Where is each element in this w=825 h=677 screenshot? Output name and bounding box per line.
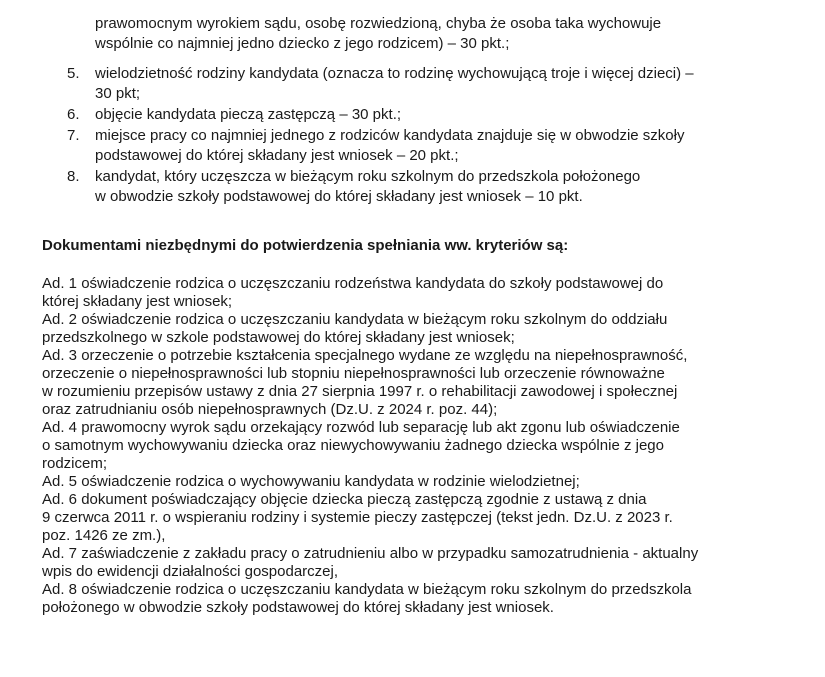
criterion-number: 7. — [67, 127, 80, 144]
document-line: Ad. 5 oświadczenie rodzica o wychowywaniu kandydata w rodzinie wielodzietnej; — [42, 473, 580, 490]
document-line: w rozumieniu przepisów ustawy z dnia 27 sierpnia 1997 r. o rehabilitacji zawodowej i społecznej — [42, 383, 678, 400]
document-line: wpis do ewidencji działalności gospodarczej, — [42, 563, 338, 580]
document-line: orzeczenie o niepełnosprawności lub stopniu niepełnosprawności lub orzeczenie równoważne — [42, 365, 665, 382]
document-line: poz. 1426 ze zm.), — [42, 527, 166, 544]
criterion-text: kandydat, który uczęszcza w bieżącym roku szkolnym do przedszkola położonego — [95, 168, 641, 185]
criterion-item-7 — [0, 126, 825, 166]
document-line: oraz zatrudnianiu osób niepełnosprawnych (Dz.U. z 2024 r. poz. 44); — [42, 401, 498, 418]
continuation-line: prawomocnym wyrokiem sądu, osobę rozwiedzioną, chyba że osoba taka wychowuje — [95, 15, 662, 32]
criterion-item-6 — [0, 105, 825, 125]
document-line: Ad. 2 oświadczenie rodzica o uczęszczaniu kandydata w bieżącym roku szkolnym do oddziału — [42, 311, 668, 328]
document-line: rodzicem; — [42, 455, 108, 472]
document-line: położonego w obwodzie szkoły podstawowej do której składany jest wniosek. — [42, 599, 554, 616]
criterion-number: 6. — [67, 106, 80, 123]
document-line: Ad. 6 dokument poświadczający objęcie dziecka pieczą zastępczą zgodnie z ustawą z dnia — [42, 491, 647, 508]
document-line: przedszkolnego w szkole podstawowej do której składany jest wniosek; — [42, 329, 515, 346]
continuation-text — [95, 14, 795, 54]
continuation-line: wspólnie co najmniej jedno dziecko z jego rodzicem) – 30 pkt.; — [95, 35, 510, 52]
criterion-text: 30 pkt; — [95, 85, 141, 102]
document-line: Ad. 7 zaświadczenie z zakładu pracy o zatrudnieniu albo w przypadku samozatrudnienia - aktualny — [42, 545, 699, 562]
criterion-text: w obwodzie szkoły podstawowej do której składany jest wniosek – 10 pkt. — [95, 188, 583, 205]
documents-list — [42, 275, 802, 617]
document-line: Ad. 1 oświadczenie rodzica o uczęszczaniu rodzeństwa kandydata do szkoły podstawowej do — [42, 275, 664, 292]
document-line: której składany jest wniosek; — [42, 293, 233, 310]
criterion-item-5 — [0, 64, 825, 104]
criterion-number: 8. — [67, 168, 80, 185]
documents-heading: Dokumentami niezbędnymi do potwierdzenia spełniania ww. kryteriów są: — [42, 237, 569, 254]
document-line: o samotnym wychowywaniu dziecka oraz niewychowywaniu żadnego dziecka wspólnie z jego — [42, 437, 664, 454]
document-line: Ad. 3 orzeczenie o potrzebie kształcenia specjalnego wydane ze względu na niepełnosprawność, — [42, 347, 688, 364]
criteria-list — [0, 64, 825, 208]
criterion-text: wielodzietność rodziny kandydata (oznacza to rodzinę wychowującą troje i więcej dzieci) – — [95, 65, 694, 82]
criterion-text: objęcie kandydata pieczą zastępczą – 30 pkt.; — [95, 106, 402, 123]
criterion-number: 5. — [67, 65, 80, 82]
criterion-text: miejsce pracy co najmniej jednego z rodziców kandydata znajduje się w obwodzie szkoły — [95, 127, 685, 144]
document-line: 9 czerwca 2011 r. o wspieraniu rodziny i systemie pieczy zastępczej (tekst jedn. Dz.U. z 2023 r. — [42, 509, 673, 526]
document-line: Ad. 8 oświadczenie rodzica o uczęszczaniu kandydata w bieżącym roku szkolnym do przedszkola — [42, 581, 692, 598]
document-line: Ad. 4 prawomocny wyrok sądu orzekający rozwód lub separację lub akt zgonu lub oświadczenie — [42, 419, 680, 436]
criterion-item-8 — [0, 167, 825, 207]
criterion-text: podstawowej do której składany jest wniosek – 20 pkt.; — [95, 147, 459, 164]
